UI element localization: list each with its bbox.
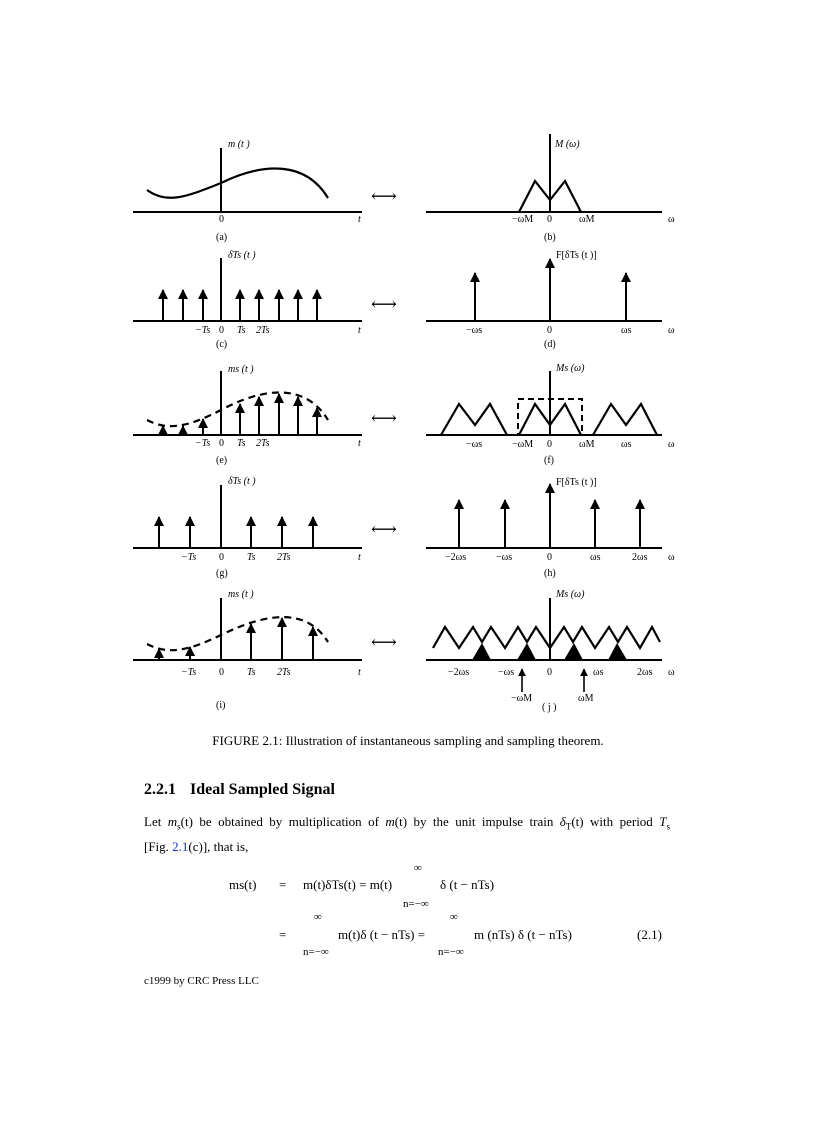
ylabel: ms (t ): [228, 364, 254, 375]
tick-label: 2ωs: [637, 667, 653, 678]
axis-end-label: t: [358, 325, 361, 336]
tick-label: 0: [219, 214, 224, 225]
tick-label: 2Ts: [277, 552, 291, 563]
tick-label: −Ts: [195, 325, 211, 336]
tick-label: Ts: [237, 438, 246, 449]
fourier-pair-arrow: ⟷: [371, 294, 397, 314]
tick-label: 0: [219, 438, 224, 449]
ylabel: δTs (t ): [228, 250, 256, 261]
axis-end-label: t: [358, 214, 361, 225]
panel-c: [133, 250, 362, 350]
tick-label: −Ts: [195, 438, 211, 449]
tick-label: −2ωs: [448, 667, 470, 678]
ylabel: Ms (ω): [556, 589, 585, 600]
paragraph-line: Let $m_s(t)$ be obtained by multiplication of m(t) by the unit impulse train $\delta_T(t)$ with period $T_s$: [144, 814, 670, 832]
tick-label: −Ts: [181, 667, 197, 678]
section-number: 2.2.1: [144, 781, 176, 798]
eq-lhs: ms(t): [229, 877, 257, 892]
tick-label: Ts: [247, 552, 256, 563]
tick-label: 0: [547, 667, 552, 678]
panel-e: [133, 364, 362, 466]
tick-label: 2Ts: [256, 438, 270, 449]
tick-label: ωs: [621, 439, 632, 450]
tick-label: −2ωs: [445, 552, 467, 563]
sum-upper-limit: ∞: [414, 862, 422, 874]
tick-label: 0: [219, 552, 224, 563]
overlap-region: [608, 643, 627, 660]
eq-line2-mid: m(t)δ (t − nTs) =: [338, 927, 426, 942]
tick-label: 0: [547, 439, 552, 450]
tick-label: 2ωs: [632, 552, 648, 563]
tick-label: 0: [547, 214, 552, 225]
impulse-train: [475, 259, 626, 321]
spectral-replica: [441, 404, 507, 435]
figure-caption: FIGURE 2.1: Illustration of instantaneous sampling and sampling theorem.: [212, 733, 604, 748]
panel-f: [426, 363, 675, 466]
tick-label: ωs: [593, 667, 604, 678]
panel-label: (d): [544, 339, 556, 350]
tick-label: 0: [219, 325, 224, 336]
axis-end-label: ω: [668, 439, 675, 450]
tick-label: −ωM: [512, 439, 534, 450]
axis-end-label: t: [358, 438, 361, 449]
sample-impulses: [159, 618, 313, 660]
equation-number: (2.1): [637, 927, 662, 942]
axis-end-label: ω: [668, 325, 675, 336]
fourier-pair-arrow: ⟷: [371, 186, 397, 206]
section-title: Ideal Sampled Signal: [190, 781, 335, 798]
sampled-envelope: [147, 392, 328, 426]
ylabel: F[δTs (t )]: [556, 477, 597, 488]
panel-j: [426, 589, 675, 713]
axis-end-label: ω: [668, 552, 675, 563]
panel-b: [426, 134, 675, 243]
panel-label: (b): [544, 232, 556, 243]
tick-label: 0: [547, 325, 552, 336]
fourier-pair-arrow: ⟷: [371, 408, 397, 428]
tick-label: −Ts: [181, 552, 197, 563]
sum-upper-limit: ∞: [314, 911, 322, 923]
tick-label: 2Ts: [277, 667, 291, 678]
panel-label: (a): [216, 232, 228, 243]
paragraph-line: [Fig. 2.1(c)], that is,: [144, 838, 249, 854]
sampled-envelope: [147, 617, 328, 650]
panel-i: [133, 589, 362, 711]
axis-end-label: t: [358, 667, 361, 678]
tick-label: −ωM: [511, 693, 533, 704]
tick-label: ωM: [578, 693, 594, 704]
ylabel: Ms (ω): [556, 363, 585, 374]
fourier-pair-arrow: ⟷: [371, 519, 397, 539]
tick-label: 0: [547, 552, 552, 563]
panel-label: (e): [216, 455, 228, 466]
body-paragraph: [144, 812, 670, 856]
eq-line1-mid: m(t)δTs(t) = m(t): [303, 877, 393, 892]
panel-label: ( j ): [542, 702, 557, 713]
overlap-region: [472, 643, 491, 660]
tick-label: −ωs: [466, 439, 483, 450]
tick-label: Ts: [247, 667, 256, 678]
sum-upper-limit: ∞: [450, 911, 458, 923]
tick-label: ωs: [590, 552, 601, 563]
axis-end-label: t: [358, 552, 361, 563]
axis-end-label: ω: [668, 214, 675, 225]
overlap-region: [517, 643, 536, 660]
ylabel: m (t ): [228, 139, 250, 150]
overlap-region: [564, 643, 583, 660]
panel-label: (f): [544, 455, 554, 466]
panel-label: (g): [216, 568, 228, 579]
sum-lower-limit: n=−∞: [403, 898, 429, 910]
impulse-train: [163, 290, 317, 321]
tick-label: −ωs: [498, 667, 515, 678]
panel-a: [133, 139, 362, 243]
axis-end-label: ω: [668, 667, 675, 678]
tick-label: Ts: [237, 325, 246, 336]
tick-label: ωs: [621, 325, 632, 336]
tick-label: −ωs: [466, 325, 483, 336]
fourier-pair-arrow: ⟷: [371, 632, 397, 652]
impulse-train: [159, 517, 313, 548]
spectral-replica: [593, 404, 657, 435]
panel-label: (i): [216, 700, 226, 711]
panel-label: (h): [544, 568, 556, 579]
eq-equals: =: [279, 877, 287, 892]
panel-label: (c): [216, 339, 228, 350]
panel-g: [133, 476, 362, 579]
section-heading: [144, 781, 335, 799]
figure-link[interactable]: 2.1: [172, 838, 189, 854]
panel-h: [426, 477, 675, 579]
ylabel: δTs (t ): [228, 476, 256, 487]
eq-line2-rhs: m (nTs) δ (t − nTs): [474, 927, 572, 942]
impulse-train: [459, 484, 640, 548]
tick-label: −ωM: [512, 214, 534, 225]
eq-line1-rhs: δ (t − nTs): [440, 877, 495, 892]
ylabel: ms (t ): [228, 589, 254, 600]
ylabel: M (ω): [555, 139, 580, 150]
ylabel: F[δTs (t )]: [556, 250, 597, 261]
copyright-footer: c1999 by CRC Press LLC: [144, 975, 259, 987]
tick-label: ωM: [579, 439, 595, 450]
eq-equals: =: [279, 927, 287, 942]
tick-label: −ωs: [496, 552, 513, 563]
tick-label: ωM: [579, 214, 595, 225]
signal-curve: [147, 169, 328, 198]
omega-m-markers: [522, 669, 584, 692]
sum-lower-limit: n=−∞: [303, 946, 329, 958]
tick-label: 0: [219, 667, 224, 678]
panel-d: [426, 250, 675, 350]
tick-label: 2Ts: [256, 325, 270, 336]
sum-lower-limit: n=−∞: [438, 946, 464, 958]
overlapping-spectra: [433, 627, 660, 648]
